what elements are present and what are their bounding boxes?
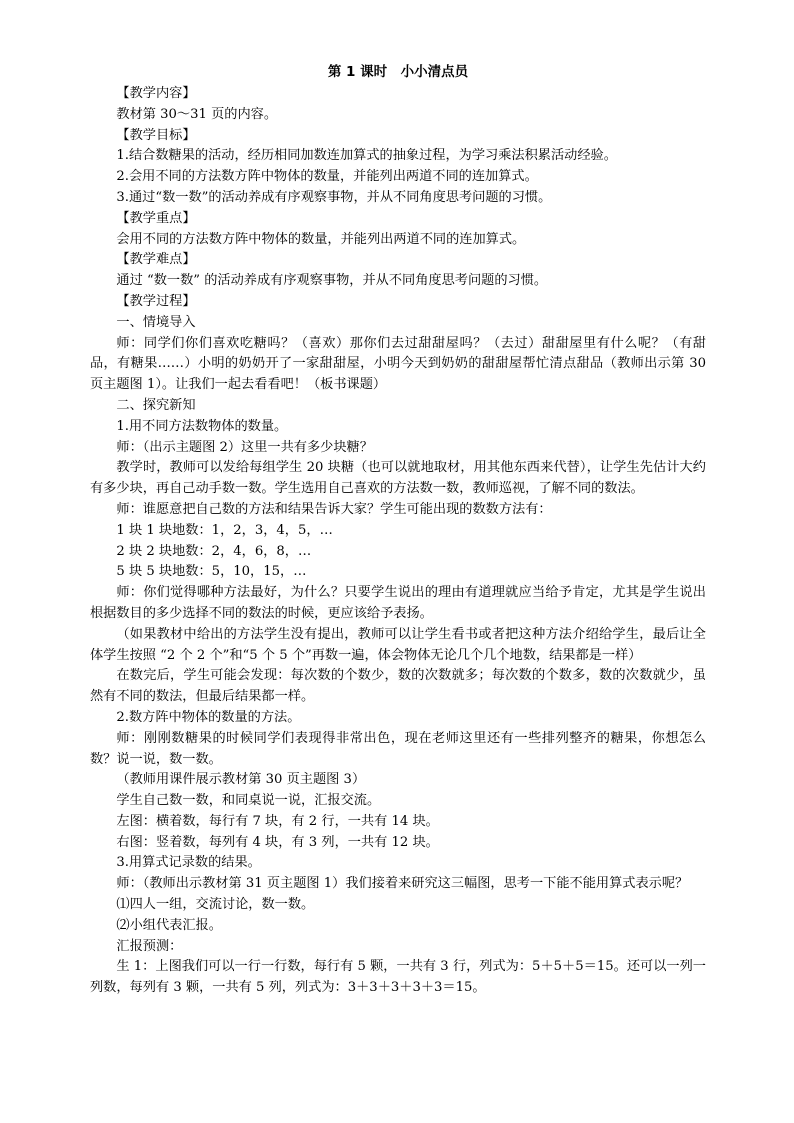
paragraph: 一、情境导入 bbox=[116, 314, 196, 330]
paragraph: （如果教材中给出的方法学生没有提出，教师可以让学生看书或者把这种方法介绍给学生，最后让全体学生按照 “2 个 2 个”和“5 个 5 个”再数一遍，体会物体无论几个几个地数，结果都是一样） bbox=[90, 626, 706, 663]
paragraph: 师：你们觉得哪种方法最好，为什么？只要学生说出的理由有道理就应当给予肯定，尤其是学生说出根据数目的多少选择不同的数法的时候，更应该给予表扬。 bbox=[90, 585, 706, 621]
paragraph: 2.数方阵中物体的数量的方法。 bbox=[116, 709, 301, 725]
paragraph: 师：（出示主题图 2）这里一共有多少块糖？ bbox=[116, 439, 373, 455]
paragraph: 2.会用不同的方法数方阵中物体的数量，并能列出两道不同的连加算式。 bbox=[116, 169, 538, 185]
paragraph: 3.用算式记录数的结果。 bbox=[116, 855, 261, 871]
paragraph: 会用不同的方法数方阵中物体的数量，并能列出两道不同的连加算式。 bbox=[116, 231, 526, 247]
paragraph: 师：同学们你们喜欢吃糖吗？（喜欢）那你们去过甜甜屋吗？（去过）甜甜屋里有什么呢？（有甜品，有糖果……）小明的奶奶开了一家甜甜屋，小明今天到奶奶的甜甜屋帮忙清点甜品（教师出示第 30 页主题图 1）。让我们一起去看看吧！（板书课题） bbox=[90, 335, 706, 393]
paragraph: 通过 “数一数” 的活动养成有序观察事物，并从不同角度思考问题的习惯。 bbox=[116, 273, 548, 289]
paragraph: 在数完后，学生可能会发现：每次数的个数少，数的次数就多；每次数的个数多，数的次数就少，虽然有不同的数法，但最后结果都一样。 bbox=[90, 668, 706, 705]
paragraph: 教材第 30～31 页的内容。 bbox=[116, 106, 278, 122]
paragraph: 【教学内容】 bbox=[116, 86, 196, 101]
paragraph: 【教学重点】 bbox=[116, 210, 196, 226]
paragraph: 1 块 1 块地数：1，2，3，4，5，… bbox=[116, 522, 333, 538]
document-page bbox=[90, 60, 706, 999]
paragraph: 师：刚刚数糖果的时候同学们表现得非常出色，现在老师这里还有一些排列整齐的糖果，你想怎么数？说一说，数一数。 bbox=[90, 730, 706, 767]
paragraph: 左图：横着数，每行有 7 块，有 2 行，一共有 14 块。 bbox=[116, 813, 439, 829]
paragraph: 3.通过“数一数”的活动养成有序观察事物，并从不同角度思考问题的习惯。 bbox=[116, 189, 552, 205]
paragraph: 二、探究新知 bbox=[116, 397, 196, 413]
paragraph: 【教学过程】 bbox=[116, 293, 196, 309]
paragraph: 2 块 2 块地数：2，4，6，8，… bbox=[116, 543, 312, 559]
paragraph: 汇报预测： bbox=[116, 938, 183, 954]
lesson-title: 第 1 课时 小小清点员 bbox=[327, 64, 469, 80]
paragraph: 教学时，教师可以发给每组学生 20 块糖（也可以就地取材，用其他东西来代替），让学生先估计大约有多少块，再自己动手数一数。学生选用自己喜欢的方法数一数，教师巡视，了解不同的数法。 bbox=[90, 460, 706, 497]
paragraph: 【教学目标】 bbox=[116, 127, 196, 143]
paragraph: 1.用不同方法数物体的数量。 bbox=[116, 418, 288, 434]
paragraph: ⑴四人一组，交流讨论，数一数。 bbox=[116, 897, 315, 913]
document-body bbox=[90, 84, 706, 999]
paragraph: （教师用课件展示教材第 30 页主题图 3） bbox=[116, 772, 366, 788]
paragraph: 1.结合数糖果的活动，经历相同加数连加算式的抽象过程，为学习乘法积累活动经验。 bbox=[116, 148, 617, 164]
paragraph: 5 块 5 块地数：5，10，15，… bbox=[116, 564, 307, 580]
paragraph: ⑵小组代表汇报。 bbox=[116, 917, 222, 933]
paragraph: 生 1：上图我们可以一行一行数，每行有 5 颗，一共有 3 行，列式为：5＋5＋5＝15。还可以一列一列数，每列有 3 颗，一共有 5 列，列式为：3＋3＋3＋3＋3＝15。 bbox=[90, 959, 706, 996]
paragraph: 师：谁愿意把自己数的方法和结果告诉大家？学生可能出现的数数方法有： bbox=[116, 501, 552, 517]
paragraph: 【教学难点】 bbox=[116, 252, 196, 268]
paragraph: 学生自己数一数，和同桌说一说，汇报交流。 bbox=[116, 793, 381, 809]
paragraph: 师：（教师出示教材第 31 页主题图 1）我们接着来研究这三幅图，思考一下能不能用算式表示呢？ bbox=[116, 876, 689, 892]
paragraph: 右图：竖着数，每列有 4 块，有 3 列，一共有 12 块。 bbox=[116, 834, 439, 850]
